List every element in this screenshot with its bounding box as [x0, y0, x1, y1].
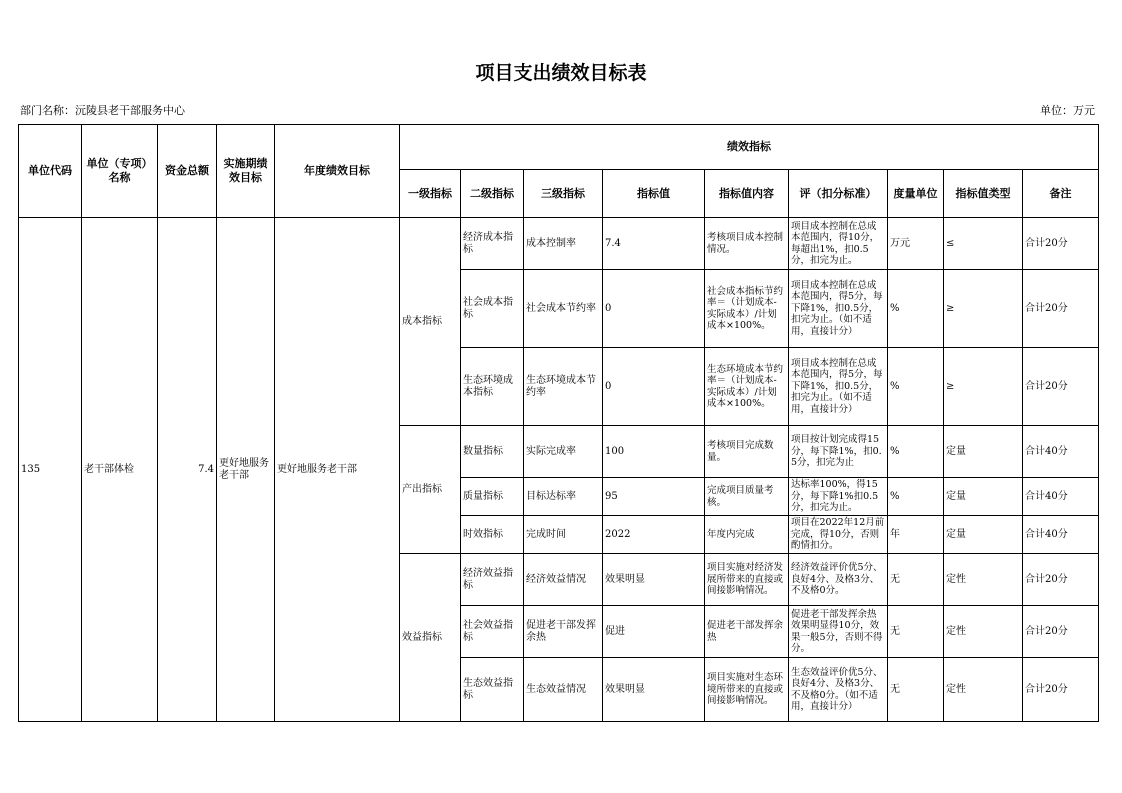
value-cell: 7.4: [603, 218, 705, 270]
header-value-type: 指标值类型: [944, 170, 1023, 218]
content-cell: 促进老干部发挥余热: [705, 606, 789, 658]
level1-cell: 产出指标: [400, 426, 461, 554]
scoring-cell: 项目成本控制在总成本范围内，得10分，每超出1%，扣0.5分，扣完为止。: [789, 218, 888, 270]
scoring-cell: 项目按计划完成得15分，每下降1%，扣0.5分，扣完为止: [789, 426, 888, 478]
measure-unit-cell: %: [888, 426, 944, 478]
level3-cell: 经济效益情况: [524, 554, 603, 606]
performance-target-table: [18, 124, 1099, 722]
measure-unit-cell: %: [888, 478, 944, 516]
scoring-cell: 促进老干部发挥余热效果明显得10分，效果一般5分，否则不得分。: [789, 606, 888, 658]
header-fund-total: 资金总额: [158, 125, 217, 218]
header-level2: 二级指标: [461, 170, 524, 218]
remark-cell: 合计20分: [1023, 218, 1099, 270]
header-measure-unit: 度量单位: [888, 170, 944, 218]
level3-cell: 促进老干部发挥余热: [524, 606, 603, 658]
value-type-cell: 定性: [944, 606, 1023, 658]
value-cell: 效果明显: [603, 554, 705, 606]
value-type-cell: ≤: [944, 218, 1023, 270]
measure-unit-cell: 万元: [888, 218, 944, 270]
level2-cell: 生态效益指标: [461, 658, 524, 722]
value-type-cell: ≥: [944, 270, 1023, 348]
content-cell: 考核项目完成数量。: [705, 426, 789, 478]
value-cell: 2022: [603, 516, 705, 554]
remark-cell: 合计20分: [1023, 348, 1099, 426]
measure-unit-cell: 无: [888, 606, 944, 658]
header-scoring: 评（扣分标准）: [789, 170, 888, 218]
value-cell: 效果明显: [603, 658, 705, 722]
header-unit-code: 单位代码: [19, 125, 82, 218]
measure-unit-cell: 无: [888, 658, 944, 722]
remark-cell: 合计20分: [1023, 270, 1099, 348]
header-level3: 三级指标: [524, 170, 603, 218]
level3-cell: 生态效益情况: [524, 658, 603, 722]
remark-cell: 合计40分: [1023, 478, 1099, 516]
header-remark: 备注: [1023, 170, 1099, 218]
annual-goal-cell: 更好地服务老干部: [275, 218, 400, 722]
value-cell: 95: [603, 478, 705, 516]
scoring-cell: 经济效益评价优5分、良好4分、及格3分、不及格0分。: [789, 554, 888, 606]
scoring-cell: 达标率100%，得15分，每下降1%扣0.5分，扣完为止。: [789, 478, 888, 516]
value-cell: 0: [603, 348, 705, 426]
table-row: [19, 218, 1099, 270]
value-cell: 0: [603, 270, 705, 348]
remark-cell: 合计40分: [1023, 516, 1099, 554]
measure-unit-cell: 年: [888, 516, 944, 554]
department-name: 部门名称：沅陵县老干部服务中心: [20, 104, 185, 117]
level1-cell: 成本指标: [400, 218, 461, 426]
level2-cell: 生态环境成本指标: [461, 348, 524, 426]
header-annual-goal: 年度绩效目标: [275, 125, 400, 218]
currency-unit: 单位：万元: [1040, 104, 1095, 117]
level2-cell: 经济成本指标: [461, 218, 524, 270]
value-type-cell: 定量: [944, 516, 1023, 554]
measure-unit-cell: 无: [888, 554, 944, 606]
value-type-cell: ≥: [944, 348, 1023, 426]
scoring-cell: 生态效益评价优5分、良好4分、及格3分、不及格0分。（如不适用，直接计分）: [789, 658, 888, 722]
level3-cell: 完成时间: [524, 516, 603, 554]
content-cell: 完成项目质量考核。: [705, 478, 789, 516]
page-title: 项目支出绩效目标表: [475, 62, 647, 84]
remark-cell: 合计20分: [1023, 554, 1099, 606]
content-cell: 项目实施对生态环境所带来的直接或间接影响情况。: [705, 658, 789, 722]
level1-cell: 效益指标: [400, 554, 461, 722]
level3-cell: 生态环境成本节约率: [524, 348, 603, 426]
level2-cell: 社会成本指标: [461, 270, 524, 348]
unit-name-cell: 老干部体检: [82, 218, 158, 722]
value-type-cell: 定性: [944, 554, 1023, 606]
scoring-cell: 项目在2022年12月前完成，得10分，否则酌情扣分。: [789, 516, 888, 554]
level2-cell: 时效指标: [461, 516, 524, 554]
value-type-cell: 定量: [944, 426, 1023, 478]
fund-total-cell: 7.4: [158, 218, 217, 722]
unit-code-cell: 135: [19, 218, 82, 722]
level2-cell: 社会效益指标: [461, 606, 524, 658]
remark-cell: 合计40分: [1023, 426, 1099, 478]
measure-unit-cell: %: [888, 348, 944, 426]
content-cell: 考核项目成本控制情况。: [705, 218, 789, 270]
remark-cell: 合计20分: [1023, 658, 1099, 722]
scoring-cell: 项目成本控制在总成本范围内，得5分，每下降1%，扣0.5分，扣完为止。（如不适用，直接计分）: [789, 270, 888, 348]
level3-cell: 社会成本节约率: [524, 270, 603, 348]
header-level1: 一级指标: [400, 170, 461, 218]
level3-cell: 目标达标率: [524, 478, 603, 516]
header-period-goal: 实施期绩效目标: [217, 125, 275, 218]
measure-unit-cell: %: [888, 270, 944, 348]
content-cell: 生态环境成本节约率＝（计划成本-实际成本）/计划成本×100%。: [705, 348, 789, 426]
header-content: 指标值内容: [705, 170, 789, 218]
value-type-cell: 定量: [944, 478, 1023, 516]
level3-cell: 实际完成率: [524, 426, 603, 478]
value-cell: 100: [603, 426, 705, 478]
header-performance-indicators: 绩效指标: [400, 125, 1099, 170]
period-goal-cell: 更好地服务老干部: [217, 218, 275, 722]
level2-cell: 数量指标: [461, 426, 524, 478]
content-cell: 项目实施对经济发展所带来的直接或间接影响情况。: [705, 554, 789, 606]
scoring-cell: 项目成本控制在总成本范围内，得5分，每下降1%，扣0.5分，扣完为止。（如不适用，直接计分）: [789, 348, 888, 426]
remark-cell: 合计20分: [1023, 606, 1099, 658]
content-cell: 社会成本指标节约率＝（计划成本-实际成本）/计划成本×100%。: [705, 270, 789, 348]
header-value: 指标值: [603, 170, 705, 218]
level2-cell: 经济效益指标: [461, 554, 524, 606]
value-cell: 促进: [603, 606, 705, 658]
header-unit-name: 单位（专项）名称: [82, 125, 158, 218]
content-cell: 年度内完成: [705, 516, 789, 554]
level3-cell: 成本控制率: [524, 218, 603, 270]
level2-cell: 质量指标: [461, 478, 524, 516]
value-type-cell: 定性: [944, 658, 1023, 722]
